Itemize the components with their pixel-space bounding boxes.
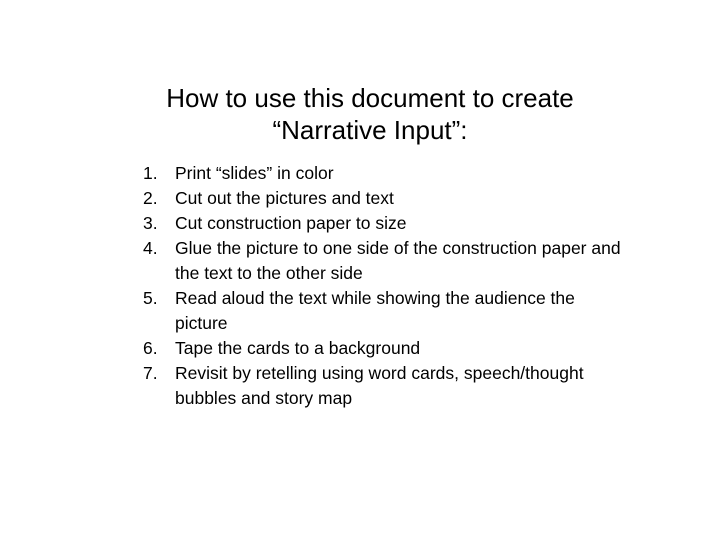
step-number: 6. (143, 338, 158, 358)
step-number: 4. (143, 238, 158, 258)
instruction-list (143, 161, 623, 411)
step-number: 7. (143, 363, 158, 383)
list-item (143, 236, 623, 286)
step-number: 1. (143, 163, 158, 183)
step-text: Cut out the pictures and text (175, 188, 394, 208)
list-item (143, 336, 623, 361)
step-text: Print “slides” in color (175, 163, 334, 183)
step-number: 2. (143, 188, 158, 208)
list-item (143, 286, 623, 336)
step-text: Cut construction paper to size (175, 213, 407, 233)
step-text: Revisit by retelling using word cards, speech/thought bubbles and story map (175, 363, 584, 408)
step-number: 3. (143, 213, 158, 233)
step-number: 5. (143, 288, 158, 308)
list-item (143, 186, 623, 211)
slide-title (120, 82, 620, 146)
title-line-2: “Narrative Input”: (272, 115, 468, 145)
step-text: Tape the cards to a background (175, 338, 421, 358)
list-item (143, 361, 623, 411)
list-item (143, 211, 623, 236)
step-text: Glue the picture to one side of the construction paper and the text to the other side (175, 238, 621, 283)
title-line-1: How to use this document to create (166, 83, 574, 113)
step-text: Read aloud the text while showing the audience the picture (175, 288, 575, 333)
list-item (143, 161, 623, 186)
